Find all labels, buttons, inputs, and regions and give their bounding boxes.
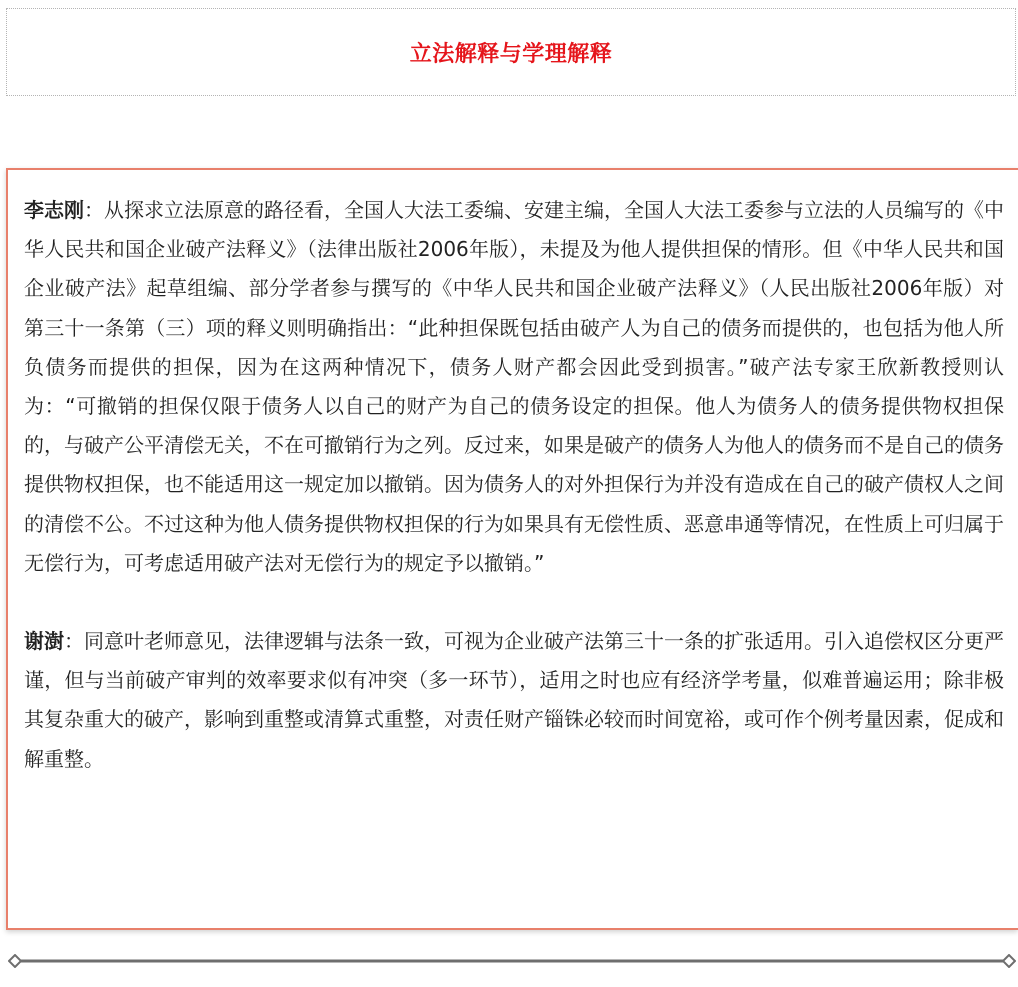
title-box	[6, 8, 1016, 96]
decorative-divider	[8, 954, 1016, 968]
speaker-name: 李志刚	[24, 198, 84, 222]
paragraph-gap	[24, 583, 1004, 622]
paragraph-text: ：同意叶老师意见，法律逻辑与法条一致，可视为企业破产法第三十一条的扩张适用。引入追偿权区分更严谨，但与当前破产审判的效率要求似有冲突（多一环节），适用之时也应有经济学考量，似难普遍运用；除非极其复杂重大的破产，影响到重整或清算式重整，对责任财产锱铢必较而时间宽裕，或可作个例考量因素，促成和解重整。	[24, 629, 1004, 771]
diamond-left-icon	[9, 955, 21, 967]
paragraph-xie-shu	[24, 622, 1004, 779]
paragraph-li-zhigang	[24, 191, 1004, 583]
page-title: 立法解释与学理解释	[409, 41, 613, 67]
content-box	[6, 168, 1018, 930]
paragraph-text: ：从探求立法原意的路径看，全国人大法工委编、安建主编，全国人大法工委参与立法的人员编写的《中华人民共和国企业破产法释义》（法律出版社2006年版），未提及为他人提供担保的情形。但《中华人民共和国企业破产法》起草组编、部分学者参与撰写的《中华人民共和国企业破产法释义》（人民出版社2006年版）对第三十一条第（三）项的释义则明确指出：“此种担保既包括由破产人为自己的债务而提供的，也包括为他人所负债务而提供的担保，因为在这两种情况下，债务人财产都会因此受到损害。”破产法专家王欣新教授则认为：“可撤销的担保仅限于债务人以自己的财产为自己的债务设定的担保。他人为债务人的债务提供物权担保的，与破产公平清偿无关，不在可撤销行为之列。反过来，如果是破产的债务人为他人的债务而不是自己的债务提供物权担保，也不能适用这一规定加以撤销。因为债务人的对外担保行为并没有造成在自己的破产债权人之间的清偿不公。不过这种为他人债务提供物权担保的行为如果具有无偿性质、恶意串通等情况，在性质上可归属于无偿行为，可考虑适用破产法对无偿行为的规定予以撤销。”	[24, 198, 1004, 575]
speaker-name: 谢澍	[24, 629, 64, 654]
diamond-right-icon	[1003, 955, 1015, 967]
